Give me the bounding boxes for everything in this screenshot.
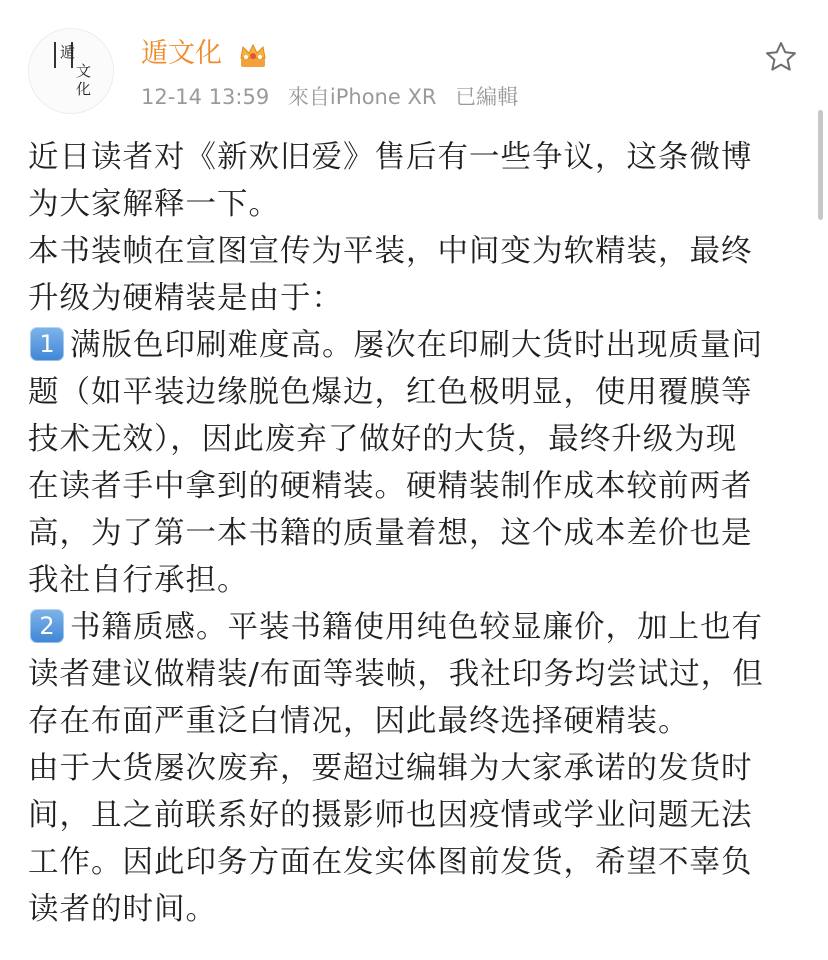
body-line: 由于大货屡次废弃，要超过编辑为大家承诺的发货时 [28, 751, 753, 786]
avatar-char-3: 化 [76, 80, 92, 98]
body-line-text: 书籍质感。平装书籍使用纯色较显廉价，加上也有 [70, 610, 763, 645]
number-two-icon: 2 [30, 609, 64, 643]
body-line: 高，为了第一本书籍的质量着想，这个成本差价也是 [28, 516, 753, 551]
body-line: 为大家解释一下。 [28, 187, 280, 222]
avatar-logo [52, 42, 96, 102]
body-line: 读者的时间。 [28, 892, 217, 927]
body-line [28, 604, 808, 651]
body-line: 存在布面严重泛白情况，因此最终选择硬精装。 [28, 704, 690, 739]
body-line: 技术无效），因此废弃了做好的大货，最终升级为现 [28, 422, 738, 457]
post-source: 來自iPhone XR [287, 85, 437, 109]
body-line-text: 满版色印刷难度高。屡次在印刷大货时出现质量问 [70, 328, 763, 363]
body-line: 间，且之前联系好的摄影师也因疫情或学业问题无法 [28, 798, 753, 833]
body-line: 在读者手中拿到的硬精装。硬精装制作成本较前两者 [28, 469, 753, 504]
post-body [28, 134, 808, 933]
body-line: 本书装帧在宣图宣传为平装，中间变为软精装，最终 [28, 234, 753, 269]
post-meta [141, 83, 530, 111]
body-line: 我社自行承担。 [28, 563, 249, 598]
avatar[interactable] [28, 28, 114, 114]
body-line: 工作。因此印务方面在发实体图前发货，希望不辜负 [28, 845, 753, 880]
body-line: 题（如平装边缘脱色爆边，红色极明显，使用覆膜等 [28, 375, 753, 410]
post-edited: 已編輯 [455, 85, 519, 109]
avatar-char-1: 遁 [60, 43, 76, 61]
post-time: 12-14 13:59 [141, 85, 270, 109]
body-line: 近日读者对《新欢旧爱》售后有一些争议，这条微博 [28, 140, 753, 175]
body-line [28, 322, 808, 369]
crown-badge-icon [238, 42, 268, 68]
body-line: 读者建议做精装/布面等装帧，我社印务均尝试过，但 [28, 657, 764, 692]
avatar-char-2: 文 [76, 62, 92, 80]
author-name[interactable]: 遁文化 [141, 38, 222, 69]
scrollbar[interactable] [818, 110, 823, 220]
body-line: 升级为硬精装是由于： [28, 281, 343, 316]
star-icon[interactable] [764, 40, 798, 74]
number-one-icon: 1 [30, 327, 64, 361]
